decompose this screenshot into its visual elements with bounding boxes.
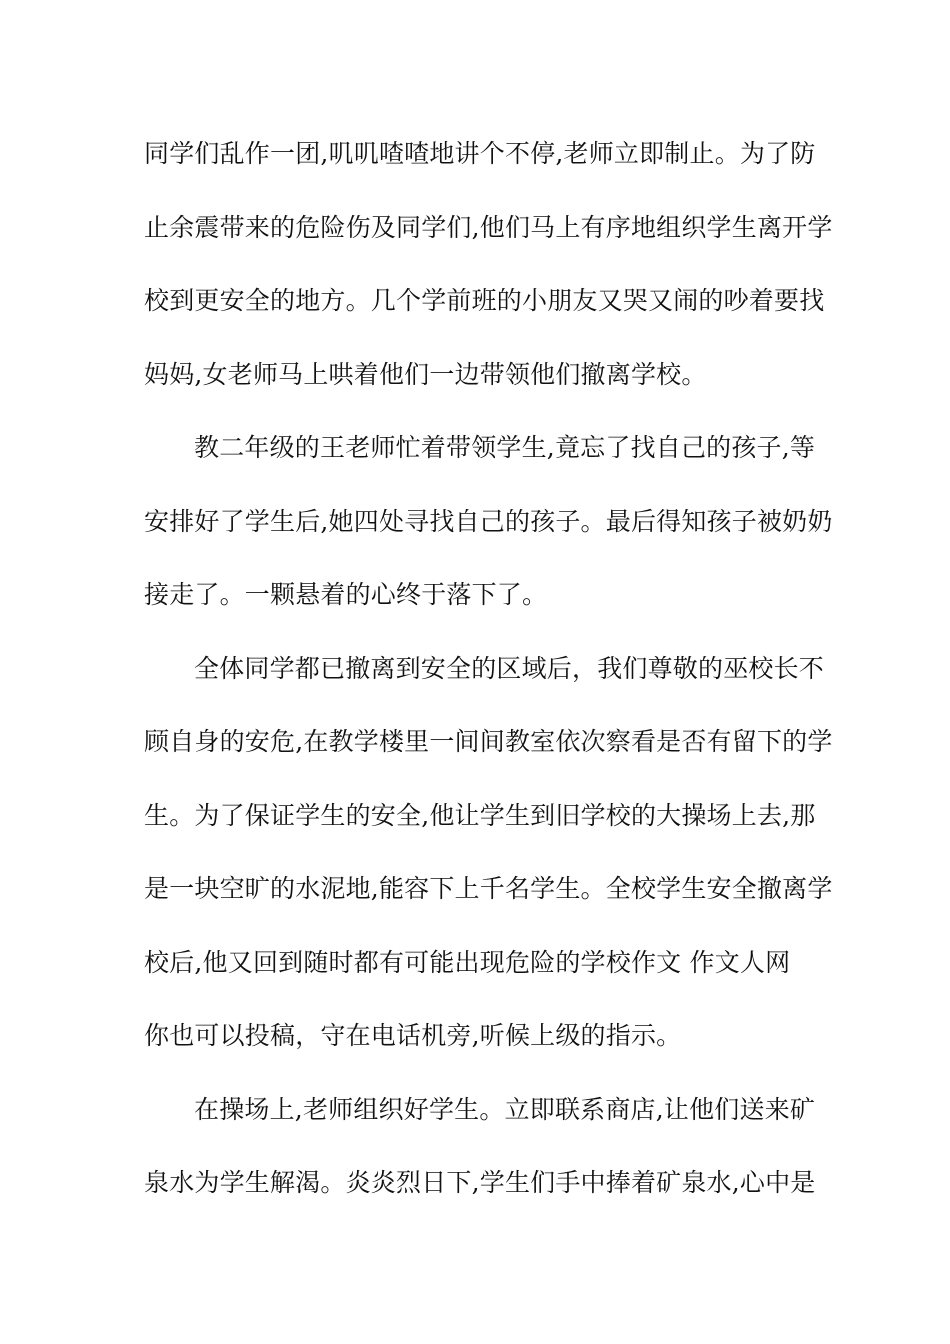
text-line: 妈妈,女老师马上哄着他们一边带领他们撤离学校。 — [144, 359, 707, 389]
text-line: 同学们乱作一团,叽叽喳喳地讲个不停,老师立即制止。为了防 — [144, 139, 816, 168]
text-line: 顾自身的安危,在教学楼里一间间教室依次察看是否有留下的学 — [144, 727, 833, 756]
text-line: 你也可以投稿，守在电话机旁,听候上级的指示。 — [144, 1021, 682, 1050]
text-line: 生。为了保证学生的安全,他让学生到旧学校的大操场上去,那 — [144, 800, 816, 830]
text-line: 是一块空旷的水泥地,能容下上千名学生。全校学生安全撤离学 — [144, 874, 833, 903]
text-line: 泉水为学生解渴。炎炎烈日下,学生们手中捧着矿泉水,心中是 — [144, 1168, 816, 1197]
text-line: 校后,他又回到随时都有可能出现危险的学校作文 作文人网 — [144, 947, 791, 977]
paragraph-first-line: 在操场上,老师组织好学生。立即联系商店,让他们送来矿 — [194, 1094, 816, 1124]
paragraph-first-line: 教二年级的王老师忙着带领学生,竟忘了找自己的孩子,等 — [194, 433, 816, 462]
document-body — [144, 128, 833, 1231]
text-line: 安排好了学生后,她四处寻找自己的孩子。最后得知孩子被奶奶 — [144, 506, 833, 536]
text-line: 止余震带来的危险伤及同学们,他们马上有序地组织学生离开学 — [144, 212, 833, 242]
text-line: 接走了。一颗悬着的心终于落下了。 — [144, 580, 548, 609]
text-line: 校到更安全的地方。几个学前班的小朋友又哭又闹的吵着要找 — [144, 286, 825, 315]
paragraph-first-line: 全体同学都已撤离到安全的区域后，我们尊敬的巫校长不 — [194, 653, 825, 683]
